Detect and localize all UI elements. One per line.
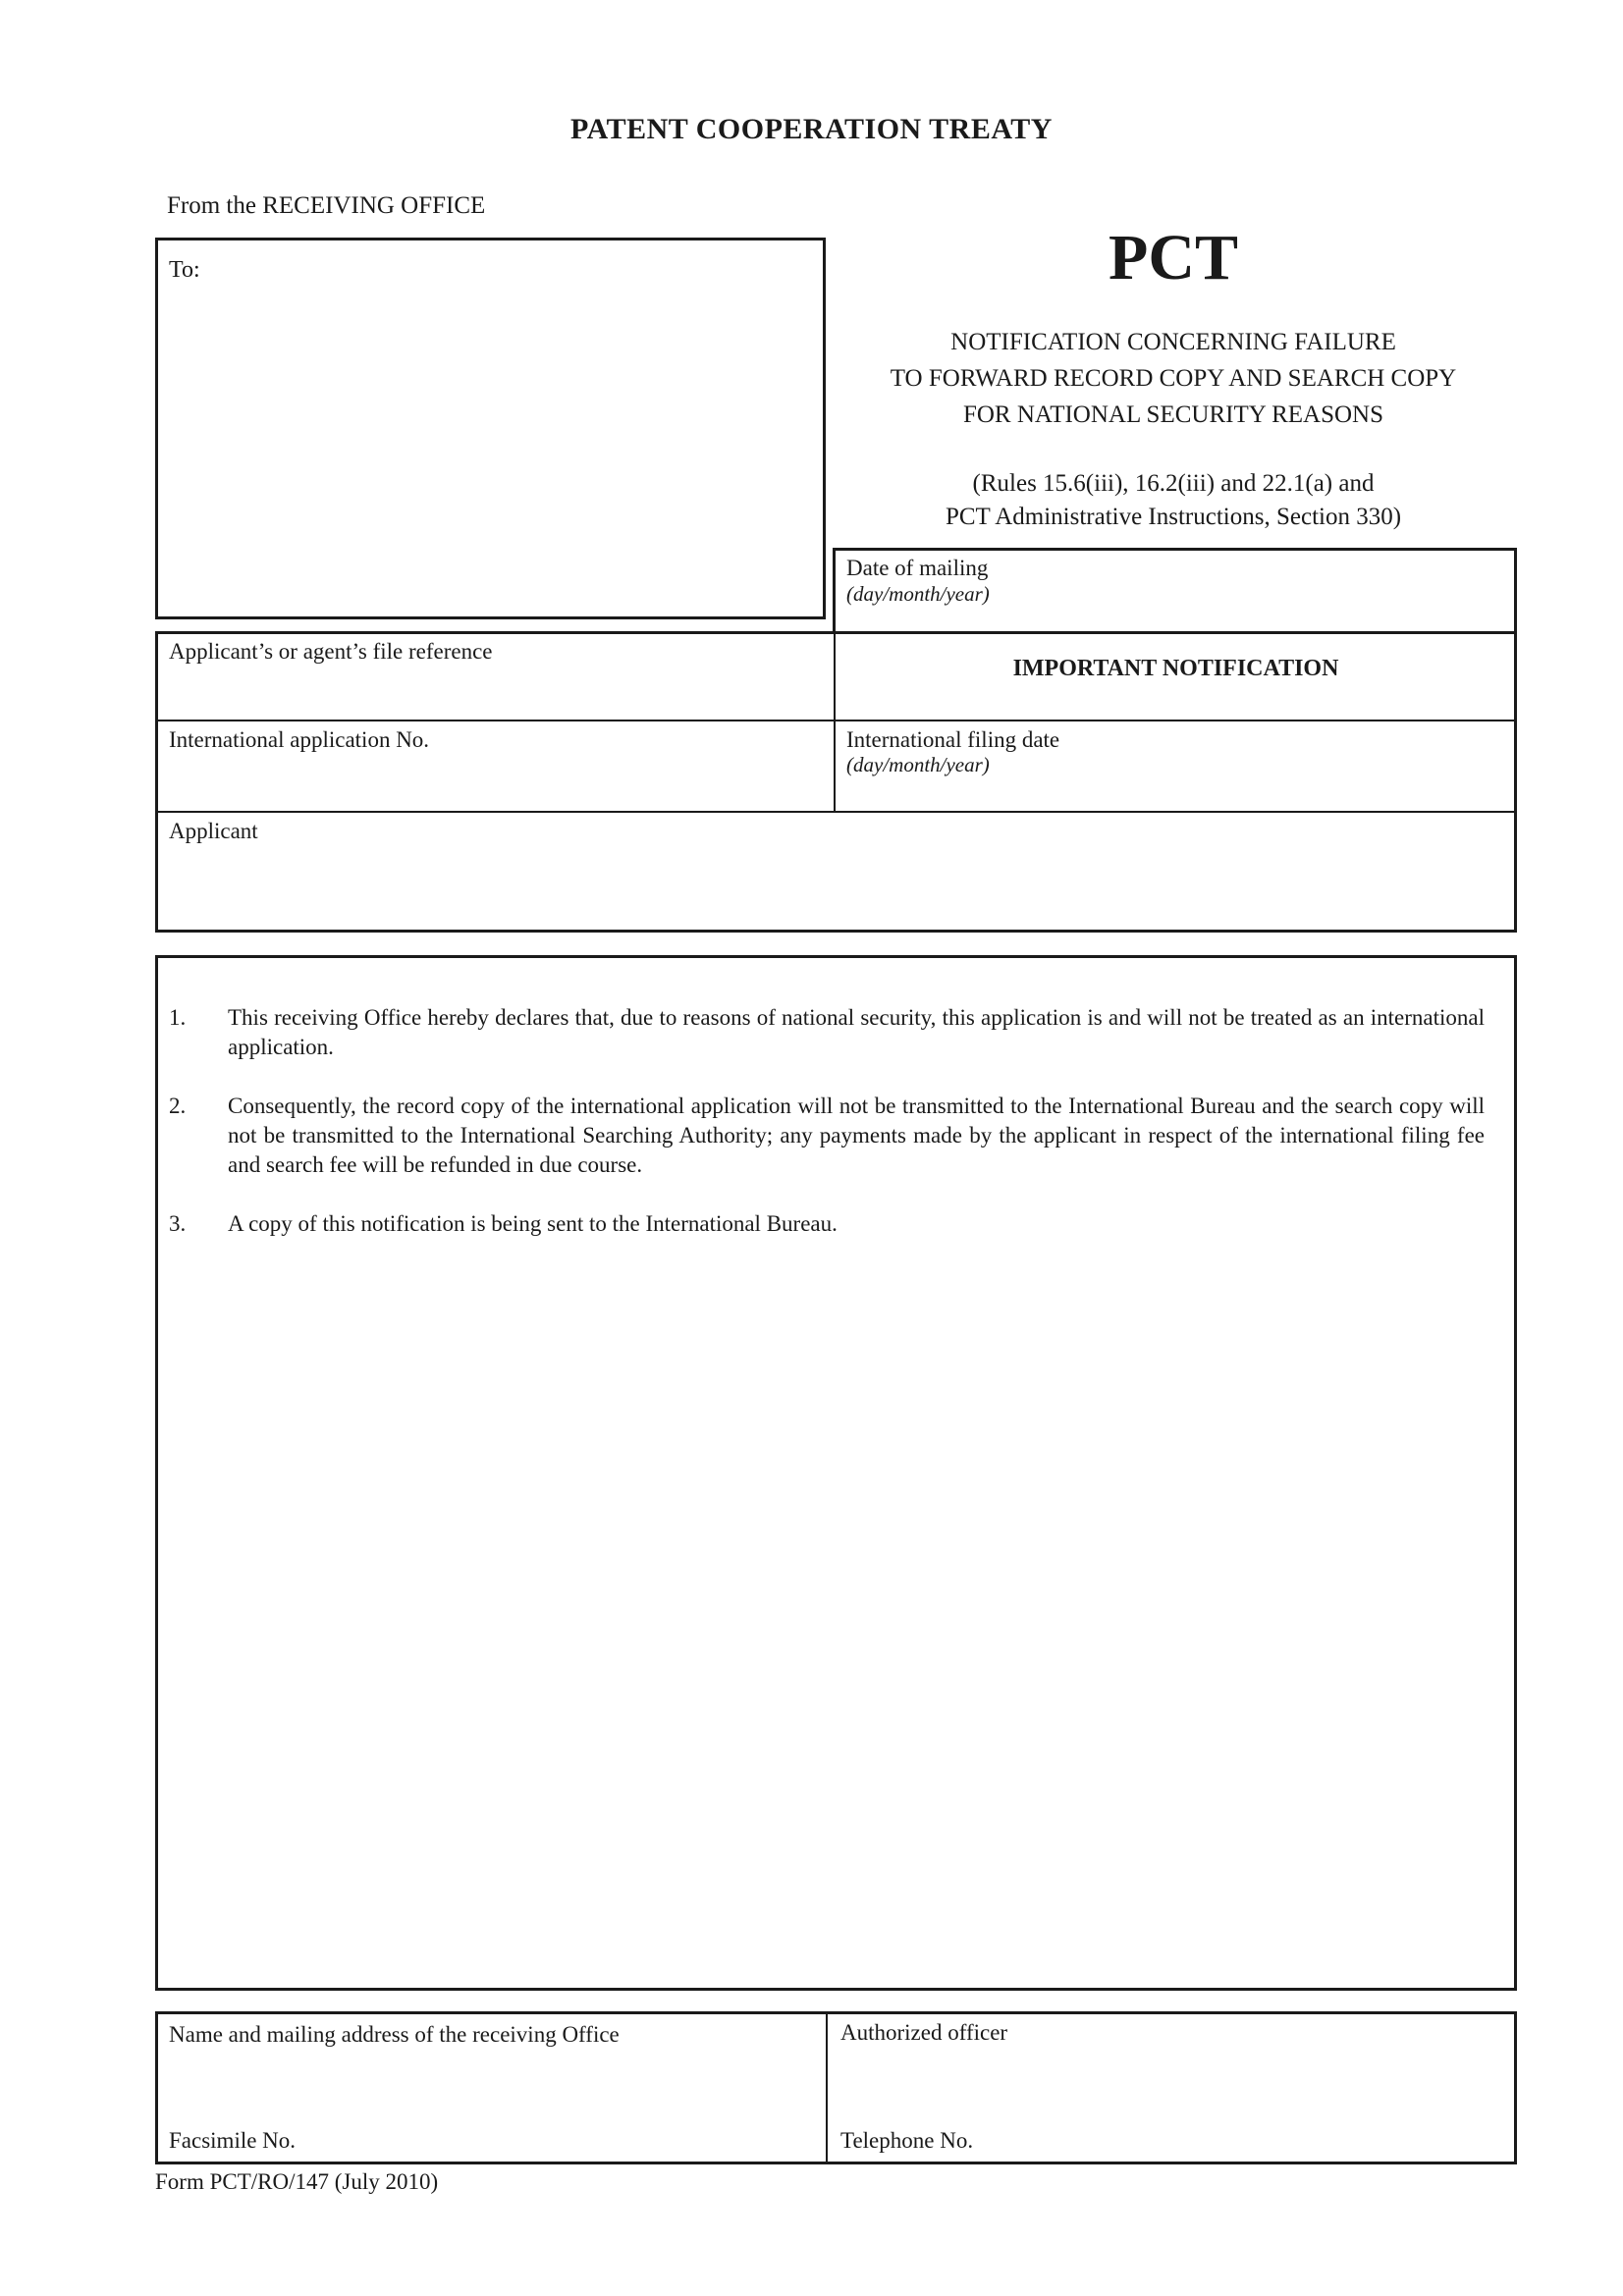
date-of-mailing-format: (day/month/year) xyxy=(846,582,990,606)
notification-item xyxy=(169,1003,1485,1062)
notification-item xyxy=(169,1092,1485,1180)
notification-items-list xyxy=(169,1003,1485,1268)
notification-title-line-3: FOR NATIONAL SECURITY REASONS xyxy=(962,401,1384,428)
to-label: To: xyxy=(169,257,200,283)
application-number-label: International application No. xyxy=(169,727,430,752)
file-reference-label: Applicant’s or agent’s file reference xyxy=(169,639,493,664)
receiving-office-address-label: Name and mailing address of the receiving Office xyxy=(169,2022,620,2047)
item-text: This receiving Office hereby declares that, due to reasons of national security, this application is and will not be treated as an international application. xyxy=(228,1005,1485,1059)
form-number: Form PCT/RO/147 (July 2010) xyxy=(155,2169,439,2194)
notification-title xyxy=(830,324,1517,433)
filing-date-label: International filing date xyxy=(846,727,1060,752)
notification-title-line-1: NOTIFICATION CONCERNING FAILURE xyxy=(950,329,1396,355)
rules-line-1: (Rules 15.6(iii), 16.2(iii) and 22.1(a) and xyxy=(972,470,1375,497)
important-notification-heading: IMPORTANT NOTIFICATION xyxy=(1012,656,1339,681)
grid-divider-row-1 xyxy=(155,720,1517,721)
filing-date-format: (day/month/year) xyxy=(846,753,990,776)
to-address-box xyxy=(155,238,826,619)
notification-item xyxy=(169,1209,1485,1239)
grid-divider-row-2 xyxy=(155,811,1517,813)
facsimile-label: Facsimile No. xyxy=(169,2128,297,2153)
item-number: 1. xyxy=(169,1005,187,1030)
authorized-officer-label: Authorized officer xyxy=(840,2020,1008,2045)
pct-heading: PCT xyxy=(1109,222,1238,294)
item-text: Consequently, the record copy of the international application will not be transmitted to the International Bureau and the search copy will not be transmitted to the International Searching Authority; any payments made by the applicant in respect of the international filing fee and search fee will be refunded in due course. xyxy=(228,1094,1485,1177)
telephone-label: Telephone No. xyxy=(840,2128,974,2153)
rules-reference xyxy=(830,467,1517,534)
item-number: 3. xyxy=(169,1211,187,1236)
document-title: PATENT COOPERATION TREATY xyxy=(570,113,1053,145)
date-of-mailing-label: Date of mailing xyxy=(846,556,989,580)
footer-divider-vertical xyxy=(826,2011,828,2164)
applicant-label: Applicant xyxy=(169,819,258,843)
notification-title-line-2: TO FORWARD RECORD COPY AND SEARCH COPY xyxy=(890,365,1457,392)
item-text: A copy of this notification is being sent to the International Bureau. xyxy=(228,1211,838,1236)
from-receiving-office-label: From the RECEIVING OFFICE xyxy=(167,192,486,219)
item-number: 2. xyxy=(169,1094,187,1118)
rules-line-2: PCT Administrative Instructions, Section 330) xyxy=(945,504,1402,530)
